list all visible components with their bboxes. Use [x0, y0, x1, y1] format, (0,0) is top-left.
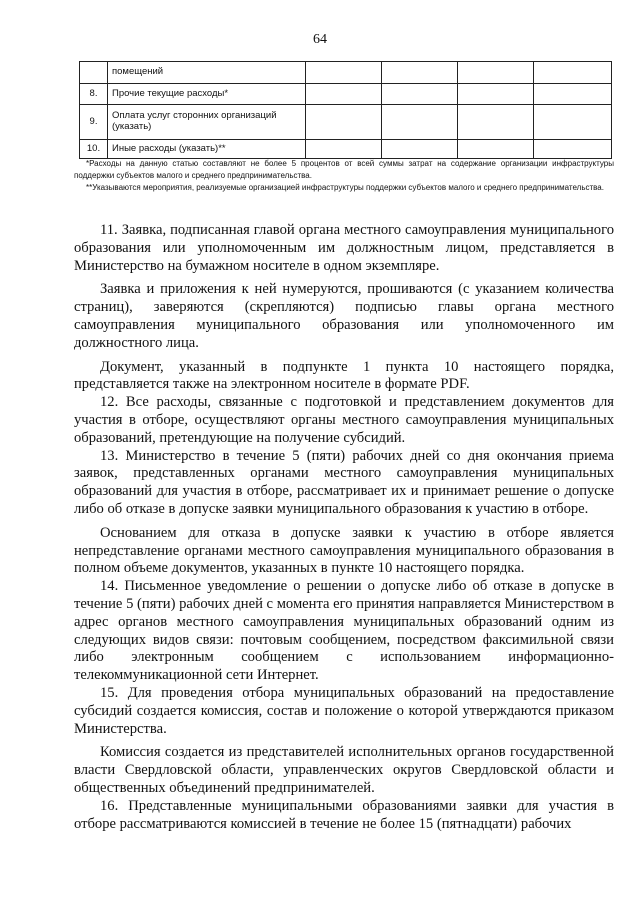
- paragraph: Документ, указанный в подпункте 1 пункта 10 настоящего порядка, представляется также на электронном носителе в формате PDF.: [74, 358, 614, 393]
- paragraph: 14. Письменное уведомление о решении о допуске либо об отказе в допуске в течение 5 (пяти) рабочих дней с момента его принятия направляется Министерством в адрес органов местного самоуправления муниципальных образований одним из следующих видов связи: почтовым сообщением, посредством факсимильной связи либо электронным сообщением с использованием информационно-телекоммуникационной сети Интернет.: [74, 578, 614, 684]
- paragraph: Комиссия создается из представителей исполнительных органов государственной власти Свердловской области, управленческих округов Свердловской области и общественных объединений предпринимателей.: [74, 744, 614, 796]
- table-cell: [306, 62, 382, 84]
- row-number: 8.: [80, 84, 108, 105]
- table-cell: [306, 105, 382, 140]
- row-label: Иные расходы (указать)**: [108, 140, 306, 159]
- row-label: Прочие текущие расходы*: [108, 84, 306, 105]
- table-cell: [458, 84, 534, 105]
- row-label: Оплата услуг сторонних организаций (указать): [108, 105, 306, 140]
- paragraph: 13. Министерство в течение 5 (пяти) рабочих дней со дня окончания приема заявок, представленных органами местного самоуправления муниципальных образований для участия в отборе, рассматривает их и принимает решение о допуске либо об отказе в допуске заявки муниципального образования к участию в отборе.: [74, 447, 614, 517]
- expense-table: [79, 61, 612, 159]
- paragraph: 11. Заявка, подписанная главой органа местного самоуправления муниципального образования или уполномоченным им должностным лицом, представляется в Министерство на бумажном носителе в одном экземпляре.: [74, 222, 614, 274]
- table-row: [80, 84, 612, 105]
- page-number: 64: [313, 32, 327, 47]
- paragraph: 15. Для проведения отбора муниципальных образований на предоставление субсидий создается комиссия, состав и положение о которой утверждаются приказом Министерства.: [74, 684, 614, 737]
- table-row: [80, 62, 612, 84]
- table-cell: [382, 84, 458, 105]
- row-number: 9.: [80, 105, 108, 140]
- row-number: [80, 62, 108, 84]
- table-cell: [382, 62, 458, 84]
- table-cell: [534, 62, 612, 84]
- footnote: **Указываются мероприятия, реализуемые организацией инфраструктуры поддержки субъектов малого и среднего предпринимательства.: [86, 183, 604, 192]
- table-cell: [306, 84, 382, 105]
- table-cell: [458, 140, 534, 159]
- paragraph: Основанием для отказа в допуске заявки к участию в отборе является непредставление органами местного самоуправления муниципального образования в полном объеме документов, указанных в пункте 10 настоящего порядка.: [74, 524, 614, 577]
- table-cell: [382, 105, 458, 140]
- footnotes: [74, 158, 614, 194]
- paragraph: 16. Представленные муниципальными образованиями заявки для участия в отборе рассматриваются комиссией в течение не более 15 (пятнадцати) рабочих: [74, 797, 614, 832]
- footnote: *Расходы на данную статью составляют не более 5 процентов от всей суммы затрат на содержание организации инфраструктуры поддержки субъектов малого и среднего предпринимательства.: [74, 159, 614, 180]
- body-text: [74, 222, 614, 833]
- row-number: 10.: [80, 140, 108, 159]
- row-label: помещений: [108, 62, 306, 84]
- table-cell: [382, 140, 458, 159]
- paragraph: 12. Все расходы, связанные с подготовкой и представлением документов для участия в отборе, осуществляют органы местного самоуправления муниципальных образований, претендующие на получение субсидий.: [74, 394, 614, 446]
- table-cell: [534, 84, 612, 105]
- table-cell: [458, 62, 534, 84]
- table-cell: [306, 140, 382, 159]
- table-cell: [534, 140, 612, 159]
- table-row: [80, 105, 612, 140]
- table-cell: [458, 105, 534, 140]
- paragraph: Заявка и приложения к ней нумеруются, прошиваются (с указанием количества страниц), заверяются (скрепляются) подписью главы органа местного самоуправления муниципального образования или уполномоченного им должностного лица.: [74, 281, 614, 351]
- table-cell: [534, 105, 612, 140]
- table-row: [80, 140, 612, 159]
